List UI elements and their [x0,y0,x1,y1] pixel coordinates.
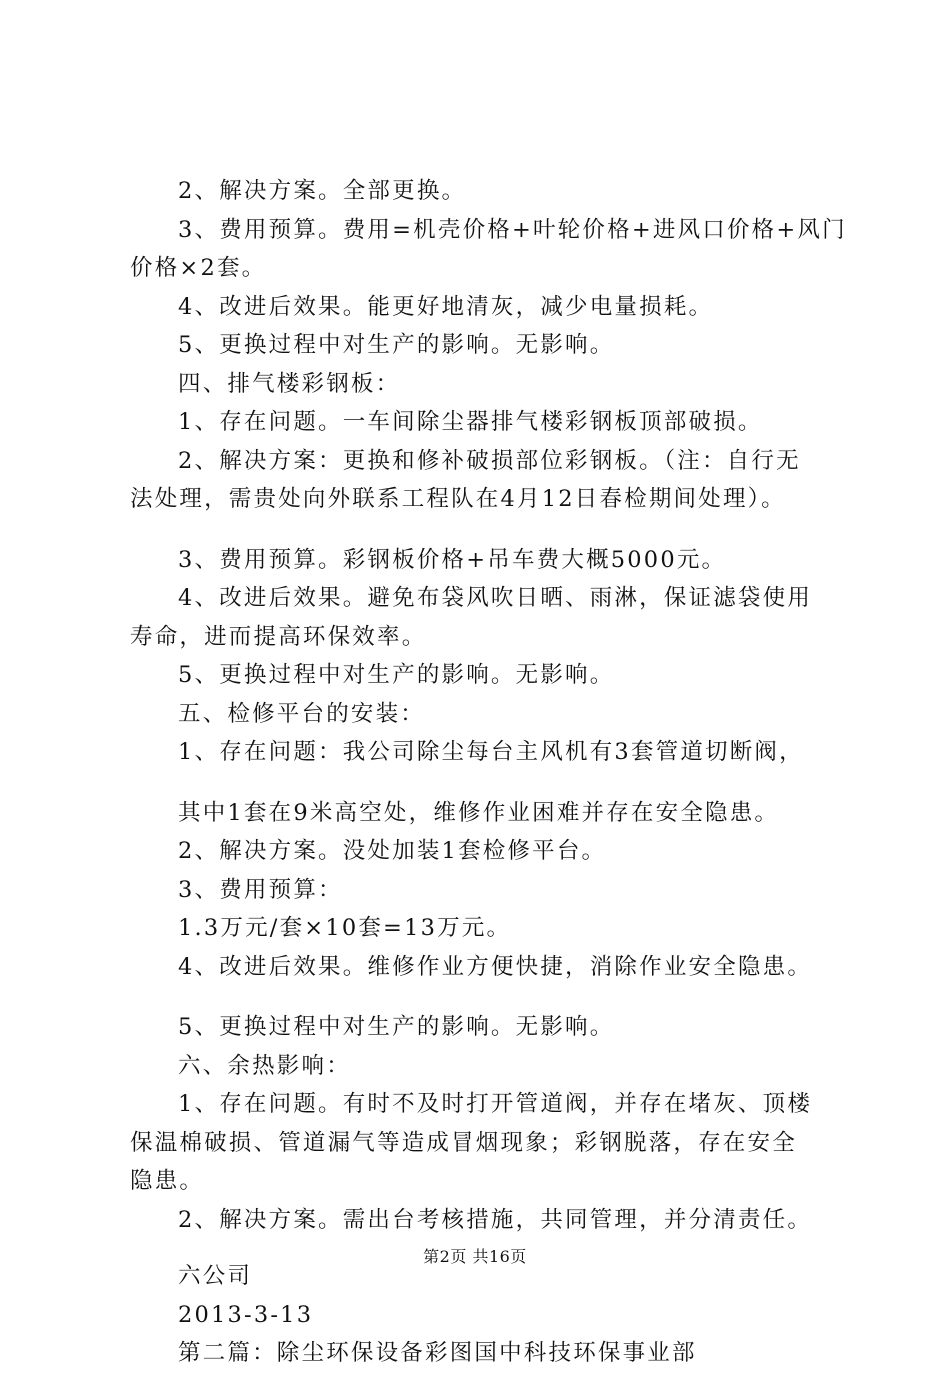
text-line: 2、解决方案。没处加装1套检修平台。 [178,838,607,864]
page-footer: 第2页 共16页 [423,1247,527,1266]
text-line: 5、更换过程中对生产的影响。无影响。 [178,662,615,688]
text-line: 1、存在问题。一车间除尘器排气楼彩钢板顶部破损。 [178,409,763,435]
text-line: 法处理，需贵处向外联系工程队在4月12日春检期间处理）。 [130,486,786,512]
document-body [130,172,847,1373]
text-line: 5、更换过程中对生产的影响。无影响。 [178,1014,615,1040]
text-line: 1、存在问题：我公司除尘每台主风机有3套管道切断阀， [178,739,804,765]
text-line: 其中1套在9米高空处，维修作业困难并存在安全隐患。 [178,799,780,826]
text-line: 4、改进后效果。能更好地清灰，减少电量损耗。 [178,293,714,320]
text-line: 1、存在问题。有时不及时打开管道阀，并存在堵灰、顶楼 [178,1091,813,1117]
text-line: 3、费用预算。彩钢板价格+吊车费大概5000元。 [178,546,727,573]
text-line: 1.3万元/套×10套=13万元。 [178,915,512,941]
text-line: 保温棉破损、管道漏气等造成冒烟现象；彩钢脱落，存在安全 [130,1129,797,1156]
text-line: 3、费用预算。费用=机壳价格+叶轮价格+进风口价格+风门 [178,216,847,243]
paragraph-gap [130,986,830,1008]
text-line: 2、解决方案。全部更换。 [178,178,467,204]
text-line: 2、解决方案：更换和修补破损部位彩钢板。（注：自行无 [178,447,801,474]
paragraph-gap [130,772,830,794]
section-heading: 四、排气楼彩钢板： [178,370,401,397]
text-line: 2、解决方案。需出台考核措施，共同管理，并分清责任。 [178,1206,813,1233]
paragraph-gap [130,519,830,541]
signature-date: 2013-3-13 [178,1301,314,1328]
section-heading: 五、检修平台的安装： [178,700,426,727]
text-line: 隐患。 [130,1168,205,1194]
next-section-title: 第二篇：除尘环保设备彩图国中科技环保事业部 [178,1340,697,1366]
section-heading: 六、余热影响： [178,1052,351,1079]
text-line: 3、费用预算： [178,876,343,903]
text-line: 寿命，进而提高环保效率。 [130,623,427,650]
text-line: 5、更换过程中对生产的影响。无影响。 [178,332,615,358]
signature-company: 六公司 [178,1263,253,1289]
text-line: 4、改进后效果。避免布袋风吹日晒、雨淋，保证滤袋使用 [178,585,813,611]
text-line: 价格×2套。 [130,255,267,281]
text-line: 4、改进后效果。维修作业方便快捷，消除作业安全隐患。 [178,953,813,980]
